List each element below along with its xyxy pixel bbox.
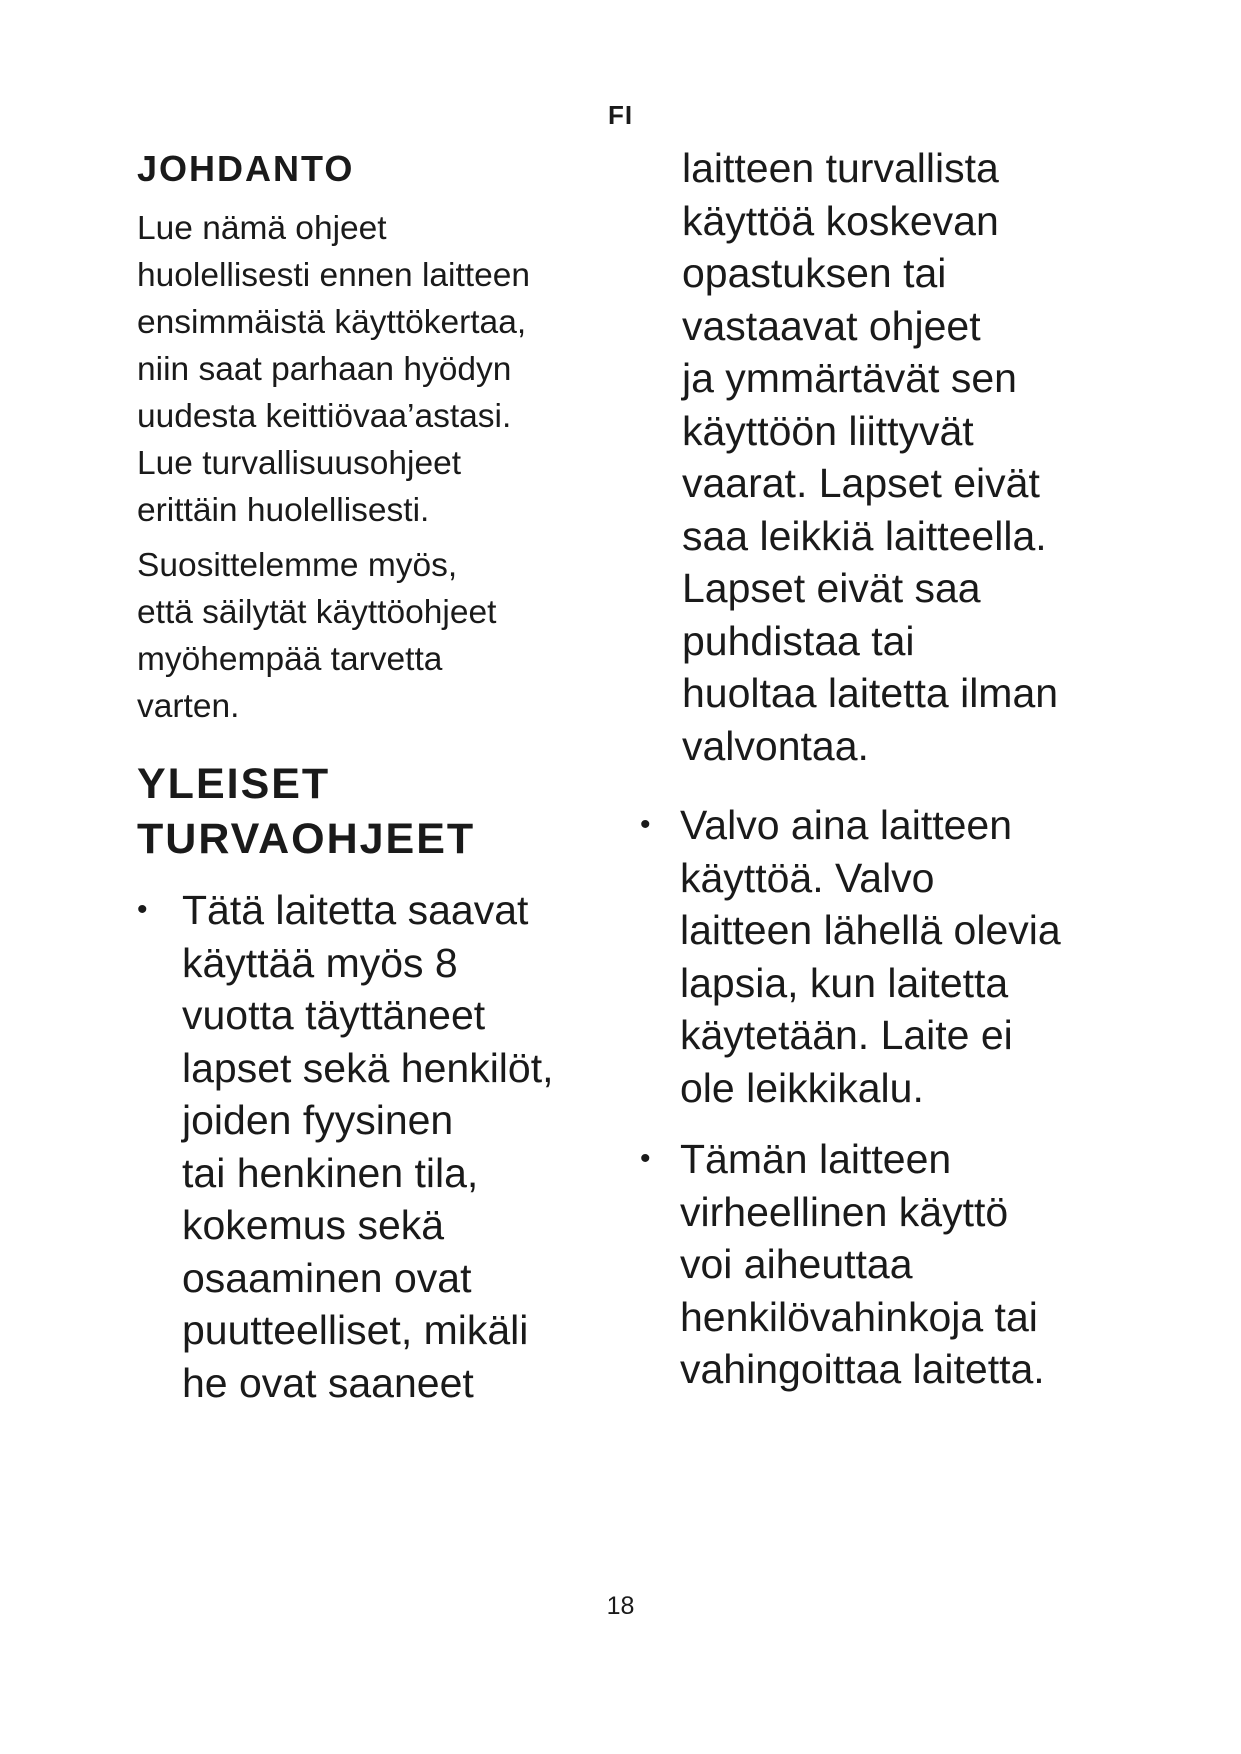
text-line: kokemus sekä <box>182 1202 445 1248</box>
text-line: opastuksen tai <box>682 250 947 296</box>
text-line: käyttöön liittyvät <box>682 407 974 454</box>
text-line: ja ymmärtävät sen <box>682 355 1017 401</box>
text-line: puhdistaa tai <box>682 617 915 664</box>
text-line: käyttöä koskevan <box>682 197 999 244</box>
page-number: 18 <box>606 1592 635 1620</box>
intro-heading: JOHDANTO <box>137 148 355 189</box>
text-line: Lapset eivät saa <box>682 565 981 611</box>
text-line: puutteelliset, mikäli <box>182 1307 529 1353</box>
text-line: valvontaa. <box>682 722 869 769</box>
text-line: huolellisesti ennen laitteen <box>137 257 530 294</box>
intro-paragraph-1 <box>137 205 530 534</box>
text-line: vastaavat ohjeet <box>682 302 981 349</box>
bullet-1-continued <box>682 142 1058 772</box>
text-line: henkilövahinkoja tai <box>680 1293 1038 1340</box>
text-line: ensimmäistä käyttökertaa, <box>137 304 527 341</box>
text-line: niin saat parhaan hyödyn <box>137 351 512 388</box>
text-line: vaarat. Lapset eivät <box>682 460 1040 506</box>
text-line: saa leikkiä laitteella. <box>682 512 1047 559</box>
intro-paragraph-2 <box>137 542 496 730</box>
bullet-marker: • <box>137 893 148 926</box>
text-line: myöhempää tarvetta <box>137 641 443 678</box>
text-line: käytetään. Laite ei <box>680 1012 1013 1058</box>
text-line: Tämän laitteen <box>680 1136 952 1182</box>
text-line: erittäin huolellisesti. <box>137 492 430 529</box>
bullet-3-text <box>680 1133 1045 1396</box>
text-line: huoltaa laitetta ilman <box>682 670 1059 716</box>
text-line: tai henkinen tila, <box>182 1149 479 1196</box>
text-line: Valvo aina laitteen <box>680 802 1013 848</box>
text-line: voi aiheuttaa <box>680 1241 913 1287</box>
text-line: vuotta täyttäneet <box>182 992 486 1038</box>
safety-heading-line: TURVAOHJEET <box>137 815 476 863</box>
text-line: Tätä laitetta saavat <box>182 887 529 933</box>
text-line: laitteen lähellä olevia <box>680 907 1061 953</box>
text-line: että säilytät käyttöohjeet <box>137 594 497 631</box>
text-line: he ovat saaneet <box>182 1359 474 1406</box>
text-line: Lue turvallisuusohjeet <box>137 445 462 482</box>
text-line: käyttää myös 8 <box>182 939 458 986</box>
text-line: virheellinen käyttö <box>680 1188 1009 1235</box>
bullet-marker: • <box>640 808 651 841</box>
text-line: lapset sekä henkilöt, <box>182 1044 554 1091</box>
bullet-2-text <box>680 799 1061 1114</box>
text-line: ole leikkikalu. <box>680 1064 924 1111</box>
text-line: Suosittelemme myös, <box>137 547 458 584</box>
safety-heading <box>137 757 475 867</box>
bullet-1-text <box>182 884 554 1409</box>
language-code: FI <box>607 100 634 130</box>
text-line: laitteen turvallista <box>682 145 999 191</box>
bullet-marker: • <box>640 1142 651 1175</box>
text-line: lapsia, kun laitetta <box>680 959 1009 1006</box>
text-line: joiden fyysinen <box>182 1097 454 1143</box>
text-line: Lue nämä ohjeet <box>137 210 387 247</box>
safety-heading-line: YLEISET <box>137 760 331 808</box>
text-line: osaaminen ovat <box>182 1254 472 1301</box>
text-line: uudesta keittiövaa’astasi. <box>137 398 512 435</box>
text-line: vahingoittaa laitetta. <box>680 1346 1045 1392</box>
text-line: käyttöä. Valvo <box>680 854 935 901</box>
text-line: varten. <box>137 688 240 725</box>
